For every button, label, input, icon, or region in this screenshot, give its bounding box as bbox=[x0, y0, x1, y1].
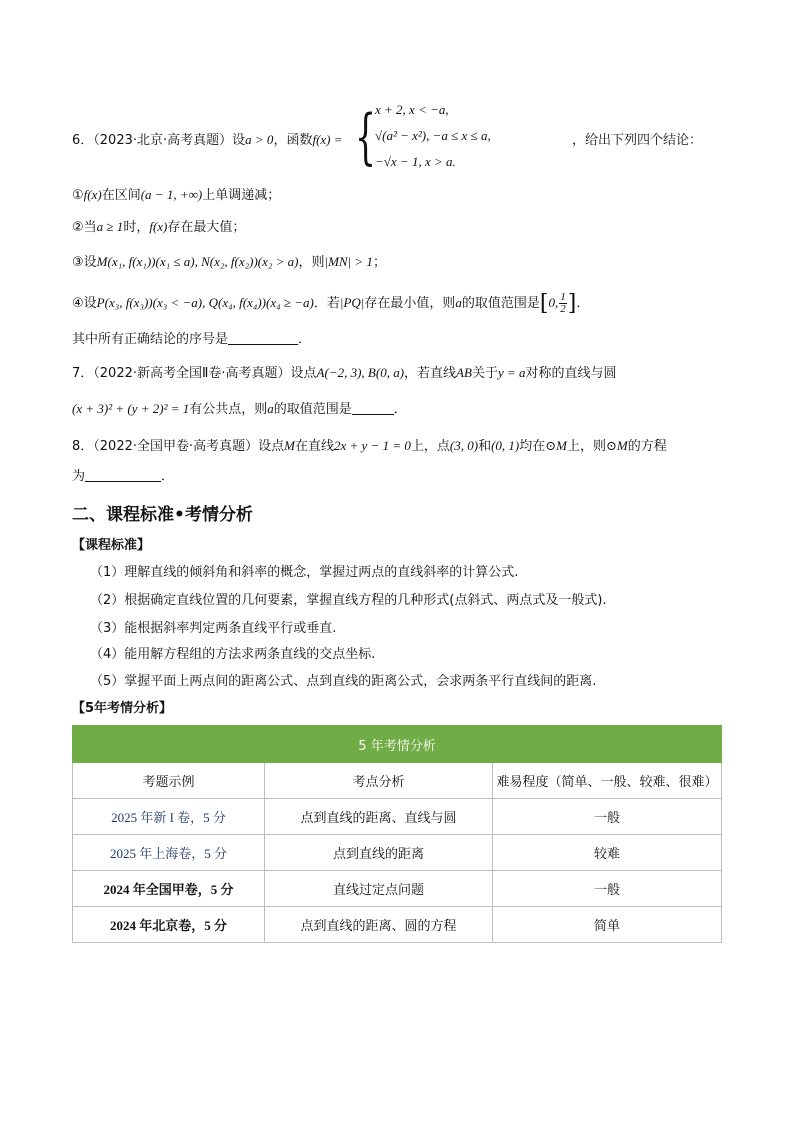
piecewise-case-3: −√x − 1, x > a. bbox=[375, 154, 456, 169]
table-caption-row bbox=[73, 726, 722, 763]
table-row bbox=[73, 907, 722, 943]
conclusion-3: ③设M(x₁, f(x₁))(x₁ ≤ a), N(x₂, f(x₂))(x₂ > a)，则|MN| > 1； bbox=[72, 254, 386, 270]
table-cell: 2024 年全国甲卷，5 分 bbox=[73, 871, 265, 907]
table-cell: 直线过定点问题 bbox=[265, 871, 493, 907]
math-function: f(x) = bbox=[312, 132, 343, 147]
answer-blank[interactable] bbox=[228, 330, 298, 345]
standard-item: （5）掌握平面上两点间的距离公式、点到直线的距离公式，会求两条平行直线间的距离. bbox=[90, 674, 597, 689]
table-row bbox=[73, 799, 722, 835]
conclusion-4: ④设P(x₃, f(x₃))(x₃ < −a), Q(x₄, f(x₄))(x₄ ≥ −a)．若|PQ|存在最小值，则a的取值范围是[0, $\frac{1}{2}$ ]． bbox=[72, 291, 590, 316]
table-cell: 点到直线的距离、圆的方程 bbox=[265, 907, 493, 943]
standard-item: （3）能根据斜率判定两条直线平行或垂直. bbox=[90, 621, 337, 636]
standard-item: （4）能用解方程组的方法求两条直线的交点坐标. bbox=[90, 647, 376, 662]
answer-blank[interactable] bbox=[85, 467, 161, 482]
question-source: （2022·全国甲卷·高考真题） bbox=[93, 439, 259, 454]
standard-item: （1）理解直线的倾斜角和斜率的概念，掌握过两点的直线斜率的计算公式. bbox=[90, 565, 519, 580]
exam-analysis-table bbox=[72, 725, 722, 943]
analysis-header: 【5年考情分析】 bbox=[72, 701, 173, 716]
table-row bbox=[73, 871, 722, 907]
column-header: 考点分析 bbox=[265, 763, 493, 799]
table-cell: 2024 年北京卷，5 分 bbox=[73, 907, 265, 943]
question-8-cont: 为 ． bbox=[72, 469, 175, 484]
table-cell: 较难 bbox=[493, 835, 722, 871]
question-8: 8．（2022·全国甲卷·高考真题）设点M在直线2x + y − 1 = 0上，点(3, 0)和(0, 1)均在⊙M上，则⊙M的方程 bbox=[72, 438, 667, 454]
piecewise-brace: { bbox=[355, 102, 377, 172]
math-condition: a > 0 bbox=[245, 132, 274, 147]
standard-header: 【课程标准】 bbox=[72, 538, 151, 553]
question-6: 6．（2023·北京·高考真题）设a > 0，函数f(x) = { x + 2, x < −a, √(a² − x²), −a ≤ x ≤ a, −√x − 1, x > a. ，给出下列四个结论： bbox=[72, 102, 703, 172]
answer-blank[interactable] bbox=[352, 400, 394, 415]
conclusion-2: ②当a ≥ 1时，f(x)存在最大值； bbox=[72, 219, 246, 235]
question-6-ask: 其中所有正确结论的序号是 ． bbox=[72, 332, 312, 347]
column-header: 难易程度（简单、一般、较难、很难） bbox=[493, 763, 722, 799]
question-source: （2023·北京·高考真题） bbox=[93, 133, 233, 148]
question-number: 7． bbox=[72, 366, 94, 381]
table-cell: 点到直线的距离、直线与圆 bbox=[265, 799, 493, 835]
table-header-row bbox=[73, 763, 722, 799]
question-7: 7．（2022·新高考全国Ⅱ卷·高考真题）设点A(−2, 3), B(0, a)，若直线AB关于y = a对称的直线与圆 bbox=[72, 365, 617, 381]
fraction-one-half: $\frac{1}{2}$ bbox=[560, 291, 566, 315]
table-cell: 2025 年上海卷，5 分 bbox=[73, 835, 265, 871]
conclusion-1: ①f(x)在区间(a − 1, +∞)上单调递减； bbox=[72, 187, 281, 203]
question-7-cont: (x + 3)² + (y + 2)² = 1有公共点，则a的取值范围是 ． bbox=[72, 401, 407, 417]
table-cell: 2025 年新 I 卷，5 分 bbox=[73, 799, 265, 835]
question-number: 8． bbox=[72, 439, 94, 454]
table-cell: 点到直线的距离 bbox=[265, 835, 493, 871]
question-source: （2022·新高考全国Ⅱ卷·高考真题） bbox=[93, 366, 291, 381]
table-cell: 一般 bbox=[493, 799, 722, 835]
table-cell: 一般 bbox=[493, 871, 722, 907]
column-header: 考题示例 bbox=[73, 763, 265, 799]
section-title: 二、课程标准•考情分析 bbox=[72, 505, 253, 525]
piecewise-case-1: x + 2, x < −a, bbox=[375, 102, 449, 117]
question-number: 6． bbox=[72, 133, 94, 148]
table-caption: 5 年考情分析 bbox=[73, 726, 722, 763]
table-cell: 简单 bbox=[493, 907, 722, 943]
piecewise-case-2: √(a² − x²), −a ≤ x ≤ a, bbox=[375, 128, 491, 143]
standard-item: （2）根据确定直线位置的几何要素，掌握直线方程的几种形式(点斜式、两点式及一般式). bbox=[90, 593, 607, 608]
table-row bbox=[73, 835, 722, 871]
